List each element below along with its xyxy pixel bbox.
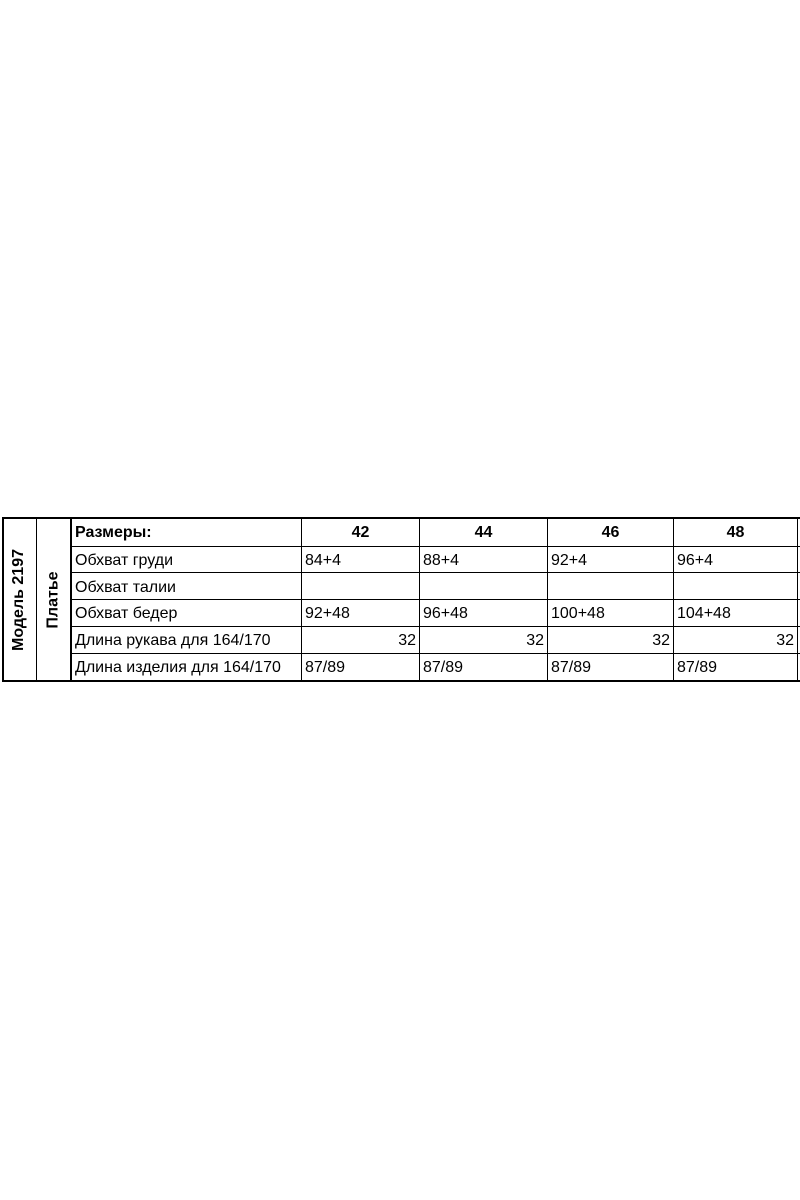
column-divider — [36, 517, 37, 682]
model-cell — [2, 518, 36, 682]
table-top-border — [2, 517, 800, 519]
row-divider — [71, 653, 800, 654]
cell-length-44: 87/89 — [423, 660, 464, 676]
cell-sleeve-46: 32 — [652, 633, 670, 649]
cell-hips-46: 100+48 — [551, 606, 605, 622]
row-divider — [71, 572, 800, 573]
cell-sleeve-42: 32 — [398, 633, 416, 649]
size-header-42: 42 — [351, 525, 370, 541]
cell-hips-48: 104+48 — [677, 606, 731, 622]
cell-length-48: 87/89 — [677, 660, 718, 676]
sizes-header-label: Размеры: — [75, 525, 152, 541]
cell-sleeve-48: 32 — [776, 633, 794, 649]
cell-chest-46: 92+4 — [551, 553, 588, 569]
row-label-garment-length: Длина изделия для 164/170 — [75, 660, 281, 676]
cell-chest-44: 88+4 — [423, 553, 460, 569]
size-header-44: 44 — [474, 525, 493, 541]
column-divider — [70, 517, 72, 682]
column-divider — [301, 517, 302, 682]
product-label: Платье — [45, 571, 63, 629]
cell-hips-44: 96+48 — [423, 606, 468, 622]
cell-length-42: 87/89 — [302, 660, 419, 676]
table-bottom-border — [2, 680, 800, 682]
row-label-chest: Обхват груди — [75, 553, 174, 569]
size-header-48: 48 — [726, 525, 745, 541]
column-divider — [419, 517, 420, 682]
cell-length-46: 87/89 — [551, 660, 592, 676]
row-label-waist: Обхват талии — [75, 580, 176, 596]
product-cell — [37, 518, 71, 682]
row-divider — [71, 599, 800, 600]
column-divider — [547, 517, 548, 682]
cell-sleeve-44: 32 — [526, 633, 544, 649]
size-header-46: 46 — [601, 525, 620, 541]
row-label-hips: Обхват бедер — [75, 606, 178, 622]
row-label-sleeve-length: Длина рукава для 164/170 — [75, 633, 271, 649]
cell-chest-42: 84+4 — [305, 553, 342, 569]
cell-chest-48: 96+4 — [677, 553, 714, 569]
cell-hips-42: 92+48 — [305, 606, 350, 622]
row-divider — [71, 626, 800, 627]
table-right-border — [797, 517, 798, 682]
model-label: Модель 2197 — [10, 549, 28, 651]
row-divider — [71, 546, 800, 547]
table-left-border — [2, 517, 4, 682]
column-divider — [673, 517, 674, 682]
